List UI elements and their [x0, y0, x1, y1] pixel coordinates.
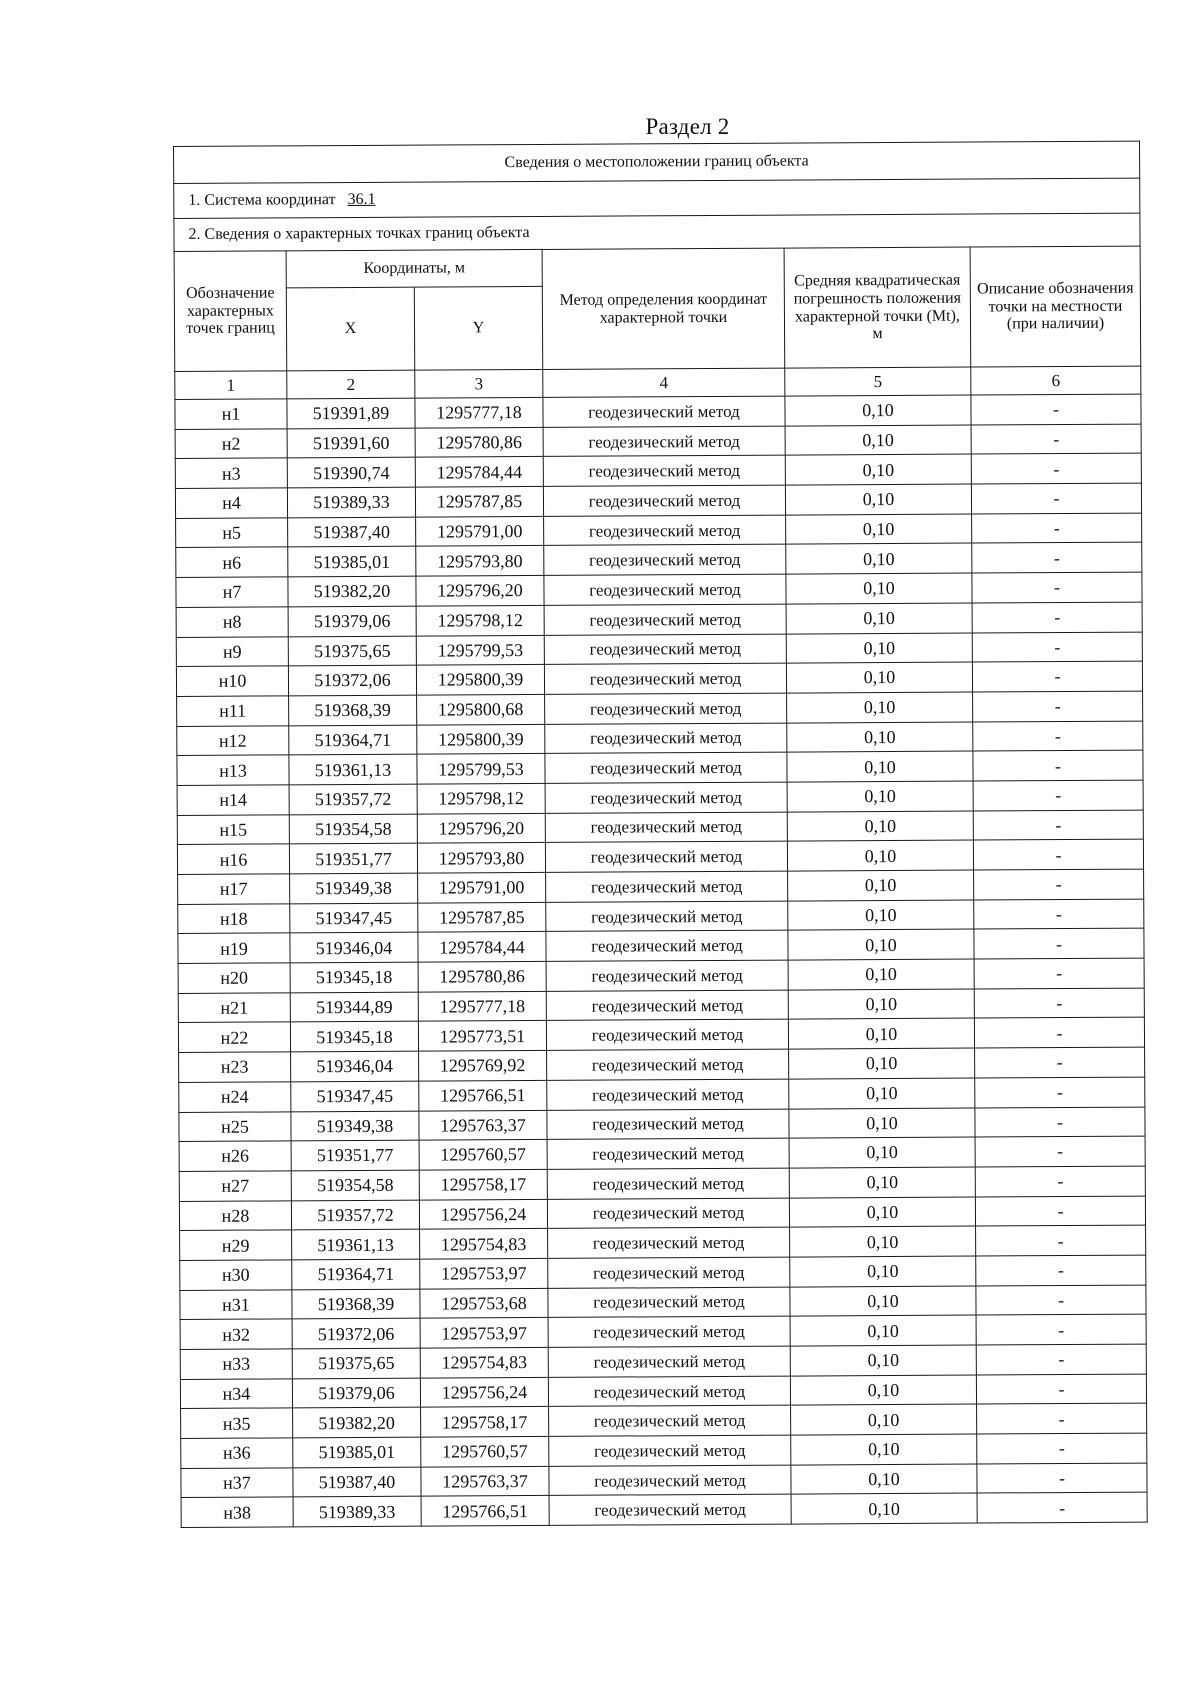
accuracy-cell: 0,10	[789, 1108, 975, 1139]
point-name-cell: н1	[175, 399, 287, 429]
x-coordinate-cell: 519391,89	[287, 398, 415, 428]
method-cell: геодезический метод	[545, 841, 787, 872]
accuracy-cell: 0,10	[789, 1078, 975, 1109]
y-coordinate-cell: 1295766,51	[419, 1080, 547, 1110]
x-coordinate-cell: 519349,38	[291, 1111, 419, 1141]
description-cell: -	[976, 1285, 1146, 1316]
accuracy-cell: 0,10	[786, 514, 972, 545]
description-cell: -	[972, 543, 1142, 574]
description-cell: -	[977, 1403, 1147, 1434]
x-coordinate-cell: 519368,39	[292, 1289, 420, 1319]
x-coordinate-cell: 519349,38	[290, 873, 418, 903]
y-coordinate-cell: 1295798,12	[416, 605, 544, 635]
description-cell: -	[972, 572, 1142, 603]
method-cell: геодезический метод	[546, 960, 788, 991]
x-coordinate-cell: 519361,13	[289, 754, 417, 784]
y-coordinate-cell: 1295800,39	[417, 724, 545, 754]
point-name-cell: н24	[179, 1082, 291, 1112]
x-coordinate-cell: 519391,60	[287, 428, 415, 458]
point-name-cell: н8	[176, 607, 288, 637]
y-coordinate-cell: 1295800,39	[416, 665, 544, 695]
y-coordinate-cell: 1295777,18	[418, 991, 546, 1021]
description-cell: -	[973, 691, 1143, 722]
description-cell: -	[977, 1433, 1147, 1464]
method-cell: геодезический метод	[545, 782, 787, 813]
y-coordinate-cell: 1295763,37	[421, 1466, 549, 1496]
point-name-cell: н4	[175, 488, 287, 518]
y-coordinate-cell: 1295791,00	[418, 872, 546, 902]
method-cell: геодезический метод	[543, 396, 785, 427]
description-cell: -	[973, 721, 1143, 752]
column-number: 5	[785, 367, 971, 396]
point-name-cell: н28	[179, 1200, 291, 1230]
x-coordinate-cell: 519387,40	[293, 1467, 421, 1497]
description-cell: -	[976, 1314, 1146, 1345]
banner-row	[174, 141, 1140, 183]
x-coordinate-cell: 519345,18	[290, 962, 418, 992]
description-cell: -	[971, 424, 1141, 455]
description-cell: -	[972, 602, 1142, 633]
y-coordinate-cell: 1295784,44	[418, 932, 546, 962]
point-name-cell: н16	[177, 844, 289, 874]
accuracy-cell: 0,10	[791, 1404, 977, 1435]
column-number: 4	[543, 368, 785, 397]
header-row-top	[174, 246, 1140, 288]
point-name-cell: н32	[180, 1319, 292, 1349]
method-cell: геодезический метод	[545, 752, 787, 783]
accuracy-cell: 0,10	[788, 959, 974, 990]
subsection-label: 2. Сведения о характерных точках границ объекта	[174, 213, 1140, 251]
boundary-points-table	[173, 141, 1148, 1529]
y-coordinate-cell: 1295796,20	[416, 576, 544, 606]
description-cell: -	[976, 1344, 1146, 1375]
header-coordinates: Координаты, м	[286, 249, 542, 287]
description-cell: -	[973, 810, 1143, 841]
x-coordinate-cell: 519385,01	[293, 1437, 421, 1467]
y-coordinate-cell: 1295760,57	[419, 1140, 547, 1170]
point-name-cell: н29	[180, 1230, 292, 1260]
x-coordinate-cell: 519364,71	[292, 1259, 420, 1289]
y-coordinate-cell: 1295756,24	[419, 1199, 547, 1229]
method-cell: геодезический метод	[546, 930, 788, 961]
description-cell: -	[973, 780, 1143, 811]
x-coordinate-cell: 519351,77	[289, 843, 417, 873]
accuracy-cell: 0,10	[787, 692, 973, 723]
method-cell: геодезический метод	[543, 426, 785, 457]
x-coordinate-cell: 519382,20	[288, 576, 416, 606]
accuracy-cell: 0,10	[787, 722, 973, 753]
accuracy-cell: 0,10	[788, 989, 974, 1020]
x-coordinate-cell: 519345,18	[290, 1022, 418, 1052]
description-cell: -	[971, 453, 1141, 484]
y-coordinate-cell: 1295791,00	[416, 516, 544, 546]
point-name-cell: н35	[181, 1408, 293, 1438]
description-cell: -	[971, 394, 1141, 425]
description-cell: -	[975, 1107, 1145, 1138]
point-name-cell: н10	[176, 666, 288, 696]
y-coordinate-cell: 1295753,97	[420, 1258, 548, 1288]
x-coordinate-cell: 519351,77	[291, 1140, 419, 1170]
coord-system-cell	[174, 178, 1140, 218]
table-banner: Сведения о местоположении границ объекта	[174, 141, 1140, 183]
accuracy-cell: 0,10	[786, 573, 972, 604]
description-cell: -	[975, 1196, 1145, 1227]
accuracy-cell: 0,10	[785, 395, 971, 426]
method-cell: геодезический метод	[543, 455, 785, 486]
accuracy-cell: 0,10	[791, 1434, 977, 1465]
coord-system-row	[174, 178, 1140, 218]
point-name-cell: н31	[180, 1289, 292, 1319]
point-name-cell: н21	[178, 993, 290, 1023]
column-number: 1	[175, 371, 287, 400]
y-coordinate-cell: 1295754,83	[420, 1229, 548, 1259]
description-cell: -	[975, 1166, 1145, 1197]
y-coordinate-cell: 1295780,86	[415, 427, 543, 457]
point-name-cell: н14	[177, 785, 289, 815]
method-cell: геодезический метод	[546, 871, 788, 902]
x-coordinate-cell: 519379,06	[288, 606, 416, 636]
method-cell: геодезический метод	[548, 1376, 790, 1407]
x-coordinate-cell: 519379,06	[292, 1378, 420, 1408]
y-coordinate-cell: 1295787,85	[415, 486, 543, 516]
point-name-cell: н13	[177, 755, 289, 785]
point-name-cell: н36	[181, 1438, 293, 1468]
y-coordinate-cell: 1295766,51	[421, 1496, 549, 1526]
x-coordinate-cell: 519368,39	[289, 695, 417, 725]
y-coordinate-cell: 1295763,37	[419, 1110, 547, 1140]
point-name-cell: н23	[179, 1052, 291, 1082]
description-cell: -	[974, 958, 1144, 989]
method-cell: геодезический метод	[549, 1495, 791, 1526]
x-coordinate-cell: 519390,74	[287, 458, 415, 488]
y-coordinate-cell: 1295793,80	[416, 546, 544, 576]
y-coordinate-cell: 1295769,92	[419, 1051, 547, 1081]
method-cell: геодезический метод	[544, 663, 786, 694]
accuracy-cell: 0,10	[790, 1286, 976, 1317]
header-x: X	[286, 287, 414, 371]
method-cell: геодезический метод	[546, 1020, 788, 1051]
description-cell: -	[972, 661, 1142, 692]
method-cell: геодезический метод	[545, 812, 787, 843]
y-coordinate-cell: 1295754,83	[420, 1347, 548, 1377]
x-coordinate-cell: 519347,45	[290, 903, 418, 933]
y-coordinate-cell: 1295773,51	[418, 1021, 546, 1051]
x-coordinate-cell: 519347,45	[291, 1081, 419, 1111]
accuracy-cell: 0,10	[790, 1226, 976, 1257]
accuracy-cell: 0,10	[785, 454, 971, 485]
method-cell: геодезический метод	[544, 604, 786, 635]
y-coordinate-cell: 1295780,86	[418, 961, 546, 991]
x-coordinate-cell: 519357,72	[291, 1200, 419, 1230]
accuracy-cell: 0,10	[787, 781, 973, 812]
accuracy-cell: 0,10	[786, 662, 972, 693]
method-cell: геодезический метод	[546, 901, 788, 932]
header-point-name: Обозначение характерных точек границ	[174, 251, 287, 372]
description-cell: -	[975, 1136, 1145, 1167]
x-coordinate-cell: 519354,58	[291, 1170, 419, 1200]
method-cell: геодезический метод	[546, 990, 788, 1021]
accuracy-cell: 0,10	[786, 543, 972, 574]
accuracy-cell: 0,10	[787, 840, 973, 871]
method-cell: геодезический метод	[547, 1109, 789, 1140]
accuracy-cell: 0,10	[788, 870, 974, 901]
point-name-cell: н37	[181, 1468, 293, 1498]
accuracy-cell: 0,10	[791, 1493, 977, 1524]
y-coordinate-cell: 1295784,44	[415, 457, 543, 487]
method-cell: геодезический метод	[544, 545, 786, 576]
point-name-cell: н15	[177, 814, 289, 844]
point-name-cell: н30	[180, 1260, 292, 1290]
accuracy-cell: 0,10	[791, 1464, 977, 1495]
point-name-cell: н5	[176, 518, 288, 548]
y-coordinate-cell: 1295800,68	[417, 694, 545, 724]
point-name-cell: н38	[181, 1497, 293, 1527]
y-coordinate-cell: 1295796,20	[417, 813, 545, 843]
subsection-row	[174, 213, 1140, 251]
y-coordinate-cell: 1295777,18	[415, 397, 543, 427]
point-name-cell: н26	[179, 1141, 291, 1171]
x-coordinate-cell: 519372,06	[288, 665, 416, 695]
column-number: 3	[415, 369, 543, 398]
x-coordinate-cell: 519382,20	[293, 1408, 421, 1438]
point-name-cell: н11	[177, 696, 289, 726]
description-cell: -	[976, 1374, 1146, 1405]
coord-system-value: 36.1	[347, 190, 376, 209]
x-coordinate-cell: 519387,40	[288, 517, 416, 547]
description-cell: -	[974, 1018, 1144, 1049]
method-cell: геодезический метод	[547, 1138, 789, 1169]
accuracy-cell: 0,10	[789, 1137, 975, 1168]
accuracy-cell: 0,10	[788, 1018, 974, 1049]
description-cell: -	[971, 483, 1141, 514]
x-coordinate-cell: 519372,06	[292, 1318, 420, 1348]
point-name-cell: н3	[175, 458, 287, 488]
description-cell: -	[974, 869, 1144, 900]
coord-system-label: 1. Система координат	[188, 191, 336, 209]
method-cell: геодезический метод	[548, 1287, 790, 1318]
x-coordinate-cell: 519361,13	[292, 1229, 420, 1259]
description-cell: -	[975, 1047, 1145, 1078]
column-number: 6	[971, 366, 1141, 395]
y-coordinate-cell: 1295760,57	[421, 1436, 549, 1466]
accuracy-cell: 0,10	[786, 603, 972, 634]
point-name-cell: н19	[178, 933, 290, 963]
header-y: Y	[414, 286, 542, 370]
y-coordinate-cell: 1295753,97	[420, 1318, 548, 1348]
point-name-cell: н22	[178, 1022, 290, 1052]
header-method: Метод определения координат характерной точки	[542, 248, 785, 369]
description-cell: -	[973, 839, 1143, 870]
point-name-cell: н27	[179, 1171, 291, 1201]
accuracy-cell: 0,10	[785, 484, 971, 515]
accuracy-cell: 0,10	[789, 1197, 975, 1228]
y-coordinate-cell: 1295799,53	[416, 635, 544, 665]
method-cell: геодезический метод	[545, 723, 787, 754]
method-cell: геодезический метод	[543, 485, 785, 516]
method-cell: геодезический метод	[549, 1405, 791, 1436]
table-row	[181, 1493, 1147, 1528]
method-cell: геодезический метод	[548, 1316, 790, 1347]
point-name-cell: н17	[178, 874, 290, 904]
description-cell: -	[972, 513, 1142, 544]
y-coordinate-cell: 1295758,17	[421, 1407, 549, 1437]
x-coordinate-cell: 519354,58	[289, 814, 417, 844]
x-coordinate-cell: 519389,33	[293, 1497, 421, 1527]
method-cell: геодезический метод	[548, 1227, 790, 1258]
method-cell: геодезический метод	[545, 693, 787, 724]
x-coordinate-cell: 519344,89	[290, 992, 418, 1022]
y-coordinate-cell: 1295793,80	[417, 843, 545, 873]
accuracy-cell: 0,10	[785, 425, 971, 456]
description-cell: -	[972, 632, 1142, 663]
description-cell: -	[974, 988, 1144, 1019]
point-name-cell: н9	[176, 636, 288, 666]
point-name-cell: н6	[176, 547, 288, 577]
accuracy-cell: 0,10	[788, 900, 974, 931]
description-cell: -	[974, 899, 1144, 930]
description-cell: -	[975, 1077, 1145, 1108]
accuracy-cell: 0,10	[786, 633, 972, 664]
accuracy-cell: 0,10	[788, 929, 974, 960]
x-coordinate-cell: 519357,72	[289, 784, 417, 814]
section-title: Раздел 2	[645, 114, 730, 139]
method-cell: геодезический метод	[547, 1168, 789, 1199]
method-cell: геодезический метод	[547, 1198, 789, 1229]
x-coordinate-cell: 519389,33	[287, 487, 415, 517]
point-name-cell: н7	[176, 577, 288, 607]
description-cell: -	[973, 750, 1143, 781]
method-cell: геодезический метод	[549, 1465, 791, 1496]
accuracy-cell: 0,10	[790, 1256, 976, 1287]
y-coordinate-cell: 1295758,17	[419, 1169, 547, 1199]
point-name-cell: н18	[178, 904, 290, 934]
point-name-cell: н25	[179, 1111, 291, 1141]
description-cell: -	[977, 1463, 1147, 1494]
column-number: 2	[287, 370, 415, 399]
description-cell: -	[974, 928, 1144, 959]
y-coordinate-cell: 1295798,12	[417, 783, 545, 813]
accuracy-cell: 0,10	[790, 1345, 976, 1376]
x-coordinate-cell: 519375,65	[288, 636, 416, 666]
accuracy-cell: 0,10	[789, 1167, 975, 1198]
y-coordinate-cell: 1295753,68	[420, 1288, 548, 1318]
point-name-cell: н20	[178, 963, 290, 993]
x-coordinate-cell: 519364,71	[289, 725, 417, 755]
accuracy-cell: 0,10	[787, 751, 973, 782]
x-coordinate-cell: 519375,65	[292, 1348, 420, 1378]
method-cell: геодезический метод	[547, 1079, 789, 1110]
point-name-cell: н34	[180, 1379, 292, 1409]
header-accuracy: Средняя квадратическая погрешность положения характерной точки (Mt), м	[784, 247, 971, 368]
method-cell: геодезический метод	[548, 1346, 790, 1377]
accuracy-cell: 0,10	[789, 1048, 975, 1079]
y-coordinate-cell: 1295787,85	[418, 902, 546, 932]
point-name-cell: н12	[177, 725, 289, 755]
method-cell: геодезический метод	[549, 1435, 791, 1466]
description-cell: -	[977, 1493, 1147, 1524]
y-coordinate-cell: 1295756,24	[420, 1377, 548, 1407]
accuracy-cell: 0,10	[787, 811, 973, 842]
method-cell: геодезический метод	[548, 1257, 790, 1288]
description-cell: -	[976, 1225, 1146, 1256]
point-name-cell: н33	[180, 1349, 292, 1379]
method-cell: геодезический метод	[547, 1049, 789, 1080]
method-cell: геодезический метод	[544, 515, 786, 546]
accuracy-cell: 0,10	[790, 1315, 976, 1346]
method-cell: геодезический метод	[544, 574, 786, 605]
method-cell: геодезический метод	[544, 634, 786, 665]
point-name-cell: н2	[175, 429, 287, 459]
accuracy-cell: 0,10	[790, 1375, 976, 1406]
x-coordinate-cell: 519385,01	[288, 547, 416, 577]
y-coordinate-cell: 1295799,53	[417, 754, 545, 784]
x-coordinate-cell: 519346,04	[290, 933, 418, 963]
x-coordinate-cell: 519346,04	[291, 1051, 419, 1081]
description-cell: -	[976, 1255, 1146, 1286]
header-description: Описание обозначения точки на местности (при наличии)	[970, 246, 1141, 367]
